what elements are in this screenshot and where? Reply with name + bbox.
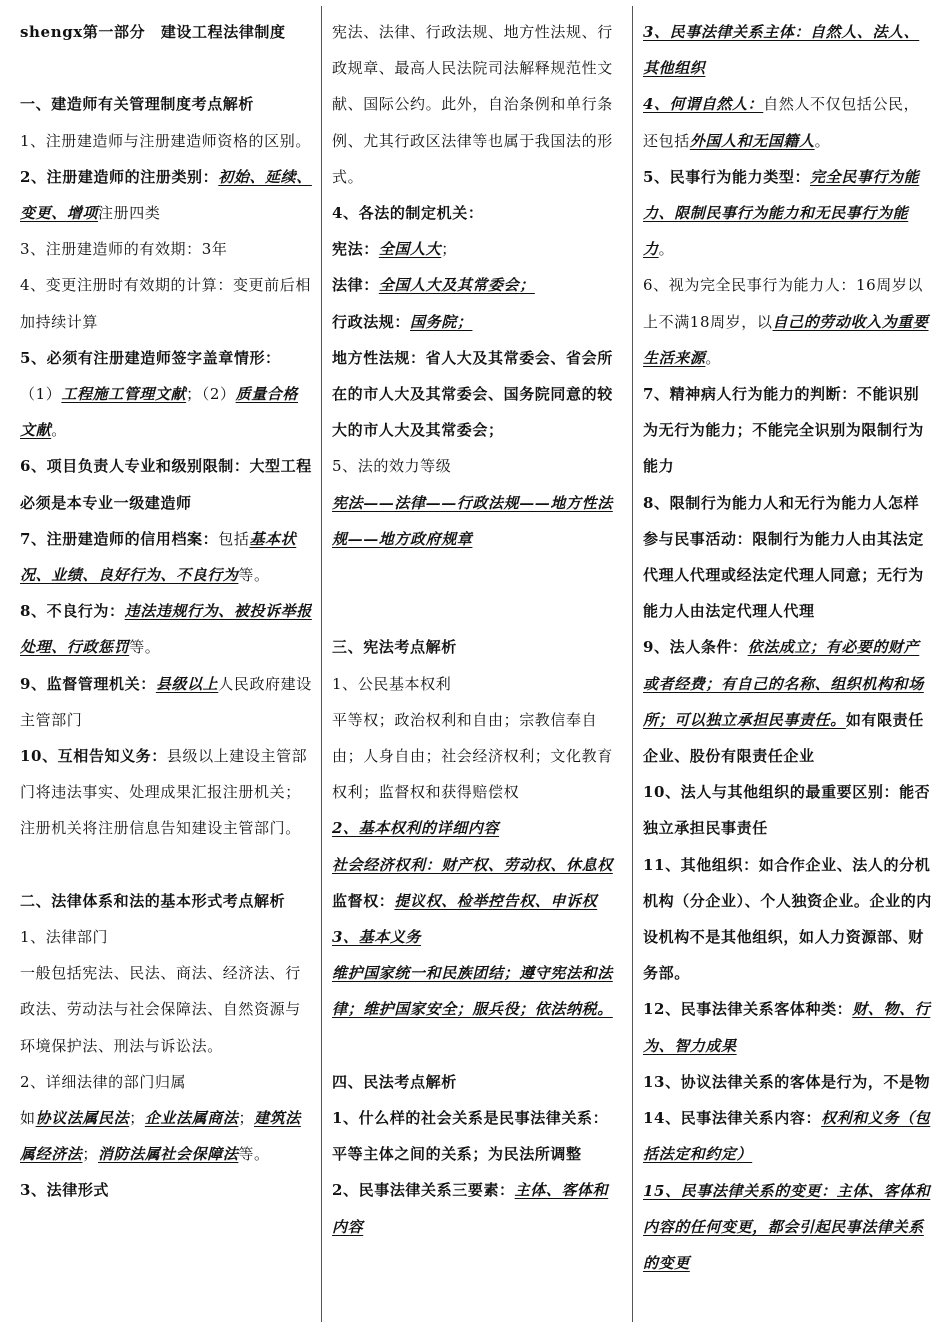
text-run: 人民政府建设主管部门: [20, 674, 312, 729]
text-run: 。: [705, 348, 722, 367]
text-run: 。: [51, 421, 67, 440]
paragraph-spacer: [332, 593, 622, 629]
text-run: 平等权；政治权利和自由；宗教信奉自由；人身自由；社会经济权利；文化教育权利；监督权和获得赔偿权: [332, 710, 613, 802]
bold-text: 监督权：: [332, 891, 395, 910]
paragraph: [332, 666, 622, 702]
bold-text: 10、法人与其他组织的最重要区别：能否独立承担民事责任: [643, 783, 931, 838]
paragraph: [20, 231, 312, 267]
paragraph: [643, 14, 933, 86]
paragraph-spacer: [332, 1028, 622, 1064]
text-run: ；: [441, 240, 457, 259]
emphasized-text: 3、民事法律关系主体：自然人、法人、其他组织: [643, 23, 920, 78]
paragraph: [332, 919, 622, 955]
bold-text: 2、注册建造师的注册类别：: [20, 167, 219, 186]
emphasized-text: 社会经济权利：财产权、劳动权、休息权: [332, 855, 613, 874]
text-run: 2、详细法律的部门归属: [20, 1072, 187, 1091]
paragraph: [20, 448, 312, 520]
text-run: 4、变更注册时有效期的计算：变更前后相加持续计算: [20, 276, 311, 331]
bold-text: 6、项目负责人专业和级别限制：大型工程必须是本专业一级建造师: [20, 457, 312, 512]
bold-text: 3、法律形式: [20, 1181, 110, 1200]
emphasized-text: 4、何谓自然人：: [643, 95, 764, 114]
bold-text: 7、精神病人行为能力的判断：不能识别为无行为能力；不能完全识别为限制行为能力: [643, 385, 924, 476]
bold-text: 地方性法规：省人大及其常委会、省会所在的市人大及其常委会、国务院同意的较大的市人大及其常委会；: [332, 348, 613, 440]
emphasized-text: 工程施工管理文献: [61, 385, 187, 404]
emphasized-text: 外国人和无国籍人: [689, 131, 815, 150]
bold-text: 9、监督管理机关：: [20, 674, 156, 693]
paragraph: [332, 702, 622, 811]
text-run: 。: [814, 131, 831, 150]
emphasized-text: 初始、延续、变更、增项: [20, 167, 312, 222]
paragraph-spacer: [20, 847, 312, 883]
emphasized-text: 消防法属社会保障法: [98, 1145, 239, 1164]
emphasized-text: 2、基本权利的详细内容: [332, 819, 500, 838]
bold-text: 12、民事法律关系客体种类：: [643, 1000, 853, 1019]
text-run: ；（2）: [186, 385, 236, 404]
paragraph: [332, 267, 622, 303]
paragraph: [332, 810, 622, 846]
emphasized-text: 质量合格文献: [20, 385, 299, 440]
bold-text: 1、什么样的社会关系是民事法律关系：平等主体之间的关系；为民法所调整: [332, 1109, 609, 1164]
paragraph: [332, 340, 622, 449]
text-run: 包括: [218, 529, 250, 548]
paragraph: [643, 1173, 933, 1282]
paragraph: [20, 1172, 312, 1208]
text-run: 等。: [129, 638, 161, 657]
text-run: ；: [238, 1109, 255, 1128]
text-run: 1、法律部门: [20, 928, 109, 947]
column-divider: [632, 6, 633, 1322]
emphasized-text: 基本状况、业绩、良好行为、不良行为: [20, 529, 297, 585]
emphasized-text: 违法违规行为、被投诉举报处理、行政惩罚: [20, 602, 312, 657]
text-run: 如: [20, 1109, 36, 1128]
paragraph-spacer: [20, 50, 312, 86]
text-run: 等。: [238, 1145, 270, 1164]
emphasized-text: 财、物、行为、智力成果: [643, 1000, 931, 1055]
text-run: （1）: [20, 385, 62, 404]
paragraph: [20, 123, 312, 159]
bold-text: 13、协议法律关系的客体是行为，不是物: [643, 1072, 931, 1091]
text-run: 宪法、法律、行政法规、地方性法规、行政规章、最高人民法院司法解释规范性文献、国际公约。此外，自治条例和单行条例、尤其行政区法律等也属于我国法的形式。: [332, 23, 613, 186]
paragraph: [643, 1100, 933, 1172]
emphasized-text: 15、民事法律关系的变更：主体、客体和内容的任何变更，都会引起民事法律关系的变更: [643, 1181, 931, 1272]
emphasized-text: 主体、客体和内容: [332, 1181, 609, 1236]
bold-text: 5、必须有注册建造师签字盖章情形：: [20, 348, 281, 367]
paragraph: [20, 666, 312, 738]
bold-text: 4、各法的制定机关：: [332, 204, 484, 223]
bold-text: 四、民法考点解析: [332, 1072, 457, 1091]
paragraph: [20, 86, 312, 122]
paragraph: [20, 267, 312, 339]
emphasized-text: 自己的劳动收入为重要生活来源: [643, 312, 929, 367]
emphasized-text: 宪法——法律——行政法规——地方性法规——地方政府规章: [332, 493, 613, 548]
paragraph: [332, 1064, 622, 1100]
emphasized-text: 权利和义务（包括法定和约定）: [643, 1109, 931, 1164]
bold-text: 如有限责任企业、股份有限责任企业: [643, 710, 924, 766]
paragraph: [20, 1100, 312, 1172]
bold-text: 8、不良行为：: [20, 602, 125, 621]
emphasized-text: 建筑法属经济法: [20, 1109, 301, 1164]
emphasized-text: 全国人大及其常委会；: [378, 276, 535, 295]
text-run: 自然人不仅包括公民，还包括: [643, 95, 920, 150]
text-run: 。: [658, 240, 675, 259]
bold-text: 如合作企业、法人的分机机构（分企业）、个人独资企业。企业的内设机构不是其他组织，如人力资源部、财务部。: [643, 855, 932, 983]
paragraph: [332, 485, 622, 557]
paragraph: [20, 883, 312, 919]
paragraph: [332, 195, 622, 231]
bold-text: 二、法律体系和法的基本形式考点解析: [20, 891, 286, 910]
paragraph: [332, 883, 622, 919]
paragraph: [20, 1064, 312, 1100]
text-run: ；: [82, 1145, 99, 1164]
bold-text: 11、其他组织：: [643, 855, 759, 874]
bold-text: 宪法：: [332, 240, 379, 259]
emphasized-text: 完全民事行为能力、限制民事行为能力和无民事行为能力: [643, 167, 920, 259]
paragraph: [332, 448, 622, 484]
emphasized-text: 国务院；: [410, 312, 473, 331]
text-run: 3、注册建造师的有效期：3年: [20, 240, 228, 259]
bold-text: 5、民事行为能力类型：: [643, 167, 811, 186]
column-divider: [321, 6, 322, 1322]
emphasized-text: 协议法属民法: [35, 1109, 130, 1128]
paragraph: [643, 774, 933, 846]
emphasized-text: 企业法属商法: [144, 1109, 239, 1128]
text-run: 等。: [238, 566, 270, 585]
text-run: 注册四类: [98, 204, 161, 222]
bold-text: 2、民事法律关系三要素：: [332, 1181, 515, 1200]
right-column: [643, 14, 933, 1330]
emphasized-text: 维护国家统一和民族团结；遵守宪法和法律；维护国家安全；服兵役；依法纳税。: [332, 964, 613, 1019]
paragraph: [332, 1100, 622, 1172]
paragraph: [20, 919, 312, 955]
emphasized-text: 3、基本义务: [332, 928, 422, 947]
paragraph: [643, 376, 933, 485]
paragraph: [643, 485, 933, 630]
emphasized-text: 提议权、检举控告权、申诉权: [394, 891, 598, 910]
paragraph: [20, 340, 312, 449]
emphasized-text: 依法成立；有必要的财产或者经费；有自己的名称、组织机构和场所；可以独立承担民事责任。: [643, 638, 924, 729]
text-run: 1、注册建造师与注册建造师资格的区别。: [20, 131, 311, 150]
text-run: 1、公民基本权利: [332, 674, 452, 693]
text-run: 县级以上建设主管部门将违法事实、处理成果汇报注册机关；注册机关将注册信息告知建设主管部门。: [20, 747, 308, 838]
paragraph: [20, 738, 312, 847]
paragraph: [643, 267, 933, 376]
bold-text: 三、宪法考点解析: [332, 638, 457, 657]
text-run: ；: [129, 1109, 145, 1128]
paragraph: [643, 847, 933, 992]
paragraph: [20, 14, 312, 50]
paragraph: [332, 14, 622, 195]
paragraph: [332, 955, 622, 1027]
paragraph: [332, 629, 622, 665]
left-column: [20, 14, 312, 1330]
paragraph-spacer: [332, 557, 622, 593]
paragraph: [643, 1064, 933, 1100]
paragraph: [643, 86, 933, 158]
bold-text: 7、注册建造师的信用档案：: [20, 529, 219, 548]
middle-column: [332, 14, 622, 1330]
paragraph: [332, 847, 622, 883]
paragraph: [332, 231, 622, 267]
paragraph: [643, 629, 933, 774]
paragraph: [20, 593, 312, 665]
bold-text: 9、法人条件：: [643, 638, 748, 657]
text-run: 一般包括宪法、民法、商法、经济法、行政法、劳动法与社会保障法、自然资源与环境保护法、刑法与诉讼法。: [20, 964, 301, 1055]
bold-text: 一、建造师有关管理制度考点解析: [20, 95, 255, 114]
paragraph: [20, 159, 312, 231]
paragraph: [20, 955, 312, 1064]
bold-text: shengx第一部分 建设工程法律制度: [20, 23, 286, 41]
paragraph: [643, 991, 933, 1063]
paragraph: [332, 1172, 622, 1244]
emphasized-text: 县级以上: [155, 674, 219, 693]
bold-text: 行政法规：: [332, 312, 411, 331]
bold-text: 8、限制行为能力人和无行为能力人怎样参与民事活动：限制行为能力人由其法定代理人代理或经法定代理人同意；无行为能力人由法定代理人代理: [643, 493, 924, 621]
emphasized-text: 全国人大: [378, 240, 442, 259]
text-run: 6、视为完全民事行为能力人：16周岁以上不满18周岁，以: [643, 276, 924, 331]
paragraph: [20, 521, 312, 593]
paragraph: [332, 304, 622, 340]
bold-text: 10、互相告知义务：: [20, 747, 167, 766]
bold-text: 法律：: [332, 276, 379, 295]
text-run: 5、法的效力等级: [332, 457, 452, 476]
paragraph: [643, 159, 933, 268]
bold-text: 14、民事法律关系内容：: [643, 1109, 822, 1128]
